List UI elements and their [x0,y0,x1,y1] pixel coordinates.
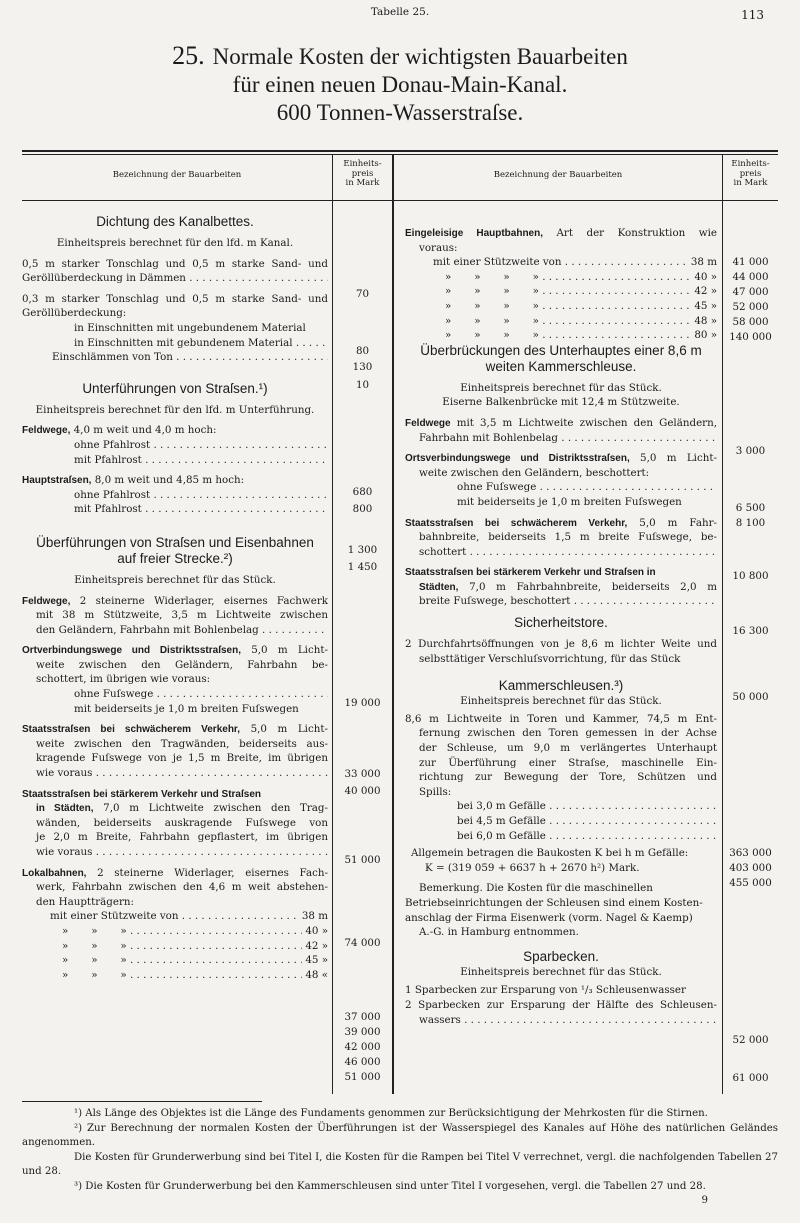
row-text: wie voraus . . . [22,845,328,860]
row-text: 0,3 m starker Tonschlag und 0,5 m starke Sand- und [22,292,328,305]
section-unterfuehrungen-title: Unterführungen von Straſsen.¹) [82,380,268,396]
row-text: der Schleuse, um 9,0 m verlängertes Unterhaupt [419,742,717,755]
section-kammerschleusen-title: Kammerschleusen.³) [498,678,624,694]
document-title [0,42,800,127]
price-cell: 19 000 [344,697,381,709]
section-subtitle: Einheitspreis berechnet für den lfd. m Unterführung. [35,403,315,416]
row-text: schottert . . . [405,545,717,560]
row-text: » » » . . . 42 » [22,939,328,954]
row-text: weite zwischen den Geländern, Fahrbahn be- [36,658,328,671]
footnote-rule [22,1101,262,1102]
row-text: » » » » . . . 42 » [405,284,717,299]
price-cell: 1 300 [347,544,378,556]
remark-text: A.-G. in Hamburg entnommen. [419,926,579,939]
section-sparbecken-title: Sparbecken. [523,948,599,964]
row-text: mit beiderseits je 1,0 m breiten Fuſswegen [457,495,682,508]
price-cell: 363 000 [729,847,772,859]
header-desc-left: Bezeichnung der Bauarbeiten [112,170,242,180]
row-text: in Städten, 7,0 m Lichtweite zwischen den Trag- [36,802,328,815]
price-cell: 41 000 [732,256,769,268]
row-text: mit Pfahlrost . . . [22,453,328,468]
row-text: Staatsstraſsen bei schwächerem Verkehr, 5,0 m Licht- [22,723,328,736]
section-subtitle: Einheitspreis berechnet für das Stück. [460,695,662,708]
price-cell: 403 000 [729,862,772,874]
row-text: Lokalbahnen, 2 steinerne Widerlager, eisernes Fach- [22,866,328,879]
left-column [22,214,328,982]
row-text: ohne Fuſswege . . . [22,687,328,702]
signature-mark: 9 [701,1195,708,1206]
row-text: 2 Sparbecken zur Ersparung der Hälfte des Schleusen- [405,998,717,1011]
row-text: Feldwege, 4,0 m weit und 4,0 m hoch: [22,424,217,437]
running-title: Tabelle 25. [370,6,430,18]
row-text: den Geländern, Fahrbahn mit Bohlenbelag . . . [22,623,328,638]
remark-text: Betriebseinrichtungen der Schleusen sind einem Kosten- [405,896,703,909]
right-price-sparbecken [723,1003,778,1099]
col-divider-2-ext [392,1000,394,1094]
row-text: bei 6,0 m Gefälle . . . [405,829,717,844]
price-cell: 44 000 [732,271,769,283]
row-text: weite zwischen den Geländern, beschottert: [419,466,650,479]
section-sicherheitstore-title: Sicherheitstore. [514,615,608,631]
price-cell: 455 000 [729,877,772,889]
price-cell: 40 000 [344,785,381,797]
price-cell: 50 000 [732,691,769,703]
title-line-1: Normale Kosten der wichtigsten Bauarbeiten [212,44,628,69]
row-text: wänden, beiderseits auskragende Fuſswege von [36,816,328,829]
table-top-rule-inner [22,154,778,155]
title-line-3: 600 Tonnen-Wasserstraſse. [276,100,524,125]
row-text: » » » » . . . 40 » [405,270,717,285]
row-text: 8,6 m Lichtweite in Toren und Kammer, 74,5 m Ent- [405,712,717,725]
formula: K = (319 059 + 6637 h + 2670 h²) Mark. [425,861,640,874]
row-text: » » » . . . 40 » [22,924,328,939]
price-cell: 3 000 [735,445,766,457]
row-text: mit einer Stützweite von . . . 38 m [405,255,717,270]
section-subtitle: Einheitspreis berechnet für den lfd. m Kanal. [56,237,294,249]
table-header-rule [22,200,778,201]
section-subtitle: Einheitspreis berechnet für das Stück. [460,965,662,978]
row-text: Geröllüberdeckung: [22,307,127,320]
price-cell: 1 450 [347,561,378,573]
row-text: ohne Fuſswege . . . [405,480,717,495]
row-text: zur Überführung einer Straſse, maschinelle Ein- [419,756,717,769]
section-title-line: auf freier Strecke.²) [117,550,233,566]
row-text: Staatsstraſsen bei stärkerem Verkehr und Straſsen [22,788,262,800]
row-text: 1 Sparbecken zur Ersparung von ¹/₃ Schleusenwasser [405,984,686,997]
price-cell: 130 [352,361,373,373]
header-desc-right: Bezeichnung der Bauarbeiten [493,170,623,180]
row-text: mit beiderseits je 1,0 m breiten Fuſswegen [74,702,299,715]
row-text: Ortsverbindungswege und Distriktsstraſsen, 5,0 m Licht- [405,452,717,465]
row-text: Eingeleisige Hauptbahnen, Art der Konstruktion wie [405,227,717,239]
price-cell: 47 000 [732,286,769,298]
row-text: » » » . . . 45 » [22,953,328,968]
row-text: » » » » . . . 45 » [405,299,717,314]
row-text: Geröllüberdeckung in Dämmen . . . [22,271,328,286]
row-text: je 2,0 m Breite, Fahrbahn gepflastert, im übrigen [36,831,328,844]
row-text: 0,5 m starker Tonschlag und 0,5 m starke Sand- und [22,257,328,270]
running-header [0,6,800,22]
row-text: mit einer Stützweite von . . . 38 m [22,909,328,924]
left-price-column [333,0,392,1000]
row-text: » » » » . . . 48 » [405,314,717,329]
right-column [405,226,717,1027]
row-text: schottert, im übrigen wie voraus: [36,673,211,686]
row-text: wie voraus . . . [22,766,328,781]
row-text: ohne Pfahlrost . . . [22,438,328,453]
price-cell: 80 [355,345,370,357]
footnotes [22,1107,778,1208]
footnote-1: ¹) Als Länge des Objektes ist die Länge des Fundaments genommen zur Berücksichtigung der Mehrkosten für die Stirnen. [74,1108,708,1119]
price-cell: 58 000 [732,316,769,328]
price-cell: 52 000 [732,1034,769,1046]
row-text: breite Fuſswege, beschottert . . . [405,594,717,609]
remark-text: Bemerkung. Die Kosten für die maschinellen [419,882,653,895]
price-cell: 10 800 [732,570,769,582]
row-text: werk, Fahrbahn zwischen den 4,6 m weit abstehen- [36,881,328,894]
row-text: Spills: [419,785,452,798]
row-text: bahnbreite, beiderseits 1,5 m breite Fuſswege, be- [419,531,717,544]
price-cell: 74 000 [344,937,381,949]
row-text: selbsttätiger Verschluſsvorrichtung, für das Stück [419,652,681,665]
footnote-3: ³) Die Kosten für Grunderwerbung bei den Kammerschleusen sind unter Titel I vorgesehen, vergl. die Tabellen 27 und 28. [74,1180,706,1192]
section-subtitle: Eiserne Balkenbrücke mit 12,4 m Stützweite. [442,396,680,409]
row-text: mit Pfahlrost . . . [22,502,328,517]
row-text: Einschlämmen von Ton . . . [22,350,328,365]
footnote-2b: Die Kosten für Grunderwerbung sind bei Titel I, die Kosten für die Rampen bei Titel V verrechnet, vergl. die nachfolgenden Tabellen 27 und 28. [22,1151,778,1177]
row-text: wassers . . . [405,1013,717,1028]
row-text: ohne Pfahlrost . . . [22,488,328,503]
row-text: weite zwischen den Tragwänden, beiderseits aus- [36,737,328,750]
price-cell: 37 000 [344,1011,381,1023]
price-cell: 51 000 [344,854,381,866]
row-text: Hauptstraſsen, 8,0 m weit und 4,85 m hoch: [22,474,245,487]
price-cell: 140 000 [729,331,772,343]
price-cell: 680 [352,486,373,498]
row-text: den Hauptträgern: [36,895,134,908]
row-text: voraus: [419,241,458,254]
row-text: in Einschnitten mit gebundenem Material . . . [22,336,328,351]
row-text: » » » . . . 48 « [22,968,328,983]
section-title-line: weiten Kammerschleuse. [485,358,637,374]
row-text: bei 3,0 m Gefälle . . . [405,799,717,814]
page-number: 113 [741,8,764,22]
row-text: Feldwege, 2 steinerne Widerlager, eisernes Fachwerk [22,594,328,607]
row-text: mit 38 m Stützweite, 3,5 m Lichtweite zwischen [36,609,328,622]
price-cell: 8 100 [735,517,766,529]
price-cell: 70 [355,288,370,300]
row-text: Ortverbindungswege und Distriktsstraſsen, 5,0 m Licht- [22,644,328,657]
row-text: » » » » . . . 80 » [405,328,717,343]
row-text: Feldwege mit 3,5 m Lichtweite zwischen den Geländern, [405,416,717,429]
price-cell: 33 000 [344,768,381,780]
table-number: 25. [172,41,205,70]
price-cell: 39 000 [344,1026,381,1038]
section-subtitle: Einheitspreis berechnet für das Stück. [460,381,662,394]
formula-intro: Allgemein betragen die Baukosten K bei h m Gefälle: [411,847,689,860]
row-text: 2 Durchfahrtsöffnungen von je 8,6 m lichter Weite und [405,638,717,651]
section-ueberbrueckungen-title: Überbrückungen des Unterhauptes einer 8,6 m [420,342,702,358]
row-text: bei 4,5 m Gefälle . . . [405,814,717,829]
price-cell: 16 300 [732,625,769,637]
row-text: Staatsstraſsen bei stärkerem Verkehr und Straſsen in [405,567,656,579]
section-ueberfuehrungen-title: Überführungen von Straſsen und Eisenbahnen [36,534,314,550]
footnote-2: ²) Zur Berechnung der normalen Kosten der Überführungen ist der Wasserspiegel des Kanales auf Höhe des natürlichen Geländes angenommen. [22,1122,778,1148]
section-dichtung-title: Dichtung des Kanalbettes. [96,214,254,229]
remark-text: anschlag der Firma Eisenwerk (vorm. Nagel & Kaemp) [405,911,693,924]
price-cell: 42 000 [344,1041,381,1053]
row-text: in Einschnitten mit ungebundenem Material [74,321,306,334]
row-text: Städten, 7,0 m Fahrbahnbreite, beiderseits 2,0 m [419,580,717,593]
row-text: Staatsstraſsen bei schwächerem Verkehr, 5,0 m Fahr- [405,516,717,529]
title-line-2: für einen neuen Donau-Main-Kanal. [232,72,568,97]
price-cell: 52 000 [732,301,769,313]
right-price-column [723,0,778,1010]
table-top-rule [22,150,778,152]
price-cell: 51 000 [344,1071,381,1083]
price-cell: 6 500 [735,502,766,514]
header-price-right: Einheits- preis in Mark [731,159,770,188]
col-divider-2 [392,154,394,1011]
price-cell: 10 [355,379,370,391]
left-price-lokalbahnen [333,1003,392,1099]
row-text: richtung zur Bewegung der Tore, Schützen und [419,771,717,784]
price-cell: 61 000 [732,1072,769,1084]
row-text: Fahrbahn mit Bohlenbelag . . . [405,431,717,446]
header-price-left: Einheits- preis in Mark [343,159,382,188]
section-subtitle: Einheitspreis berechnet für das Stück. [74,573,276,586]
row-text: kragende Fuſswege von je 1,5 m Breite, im übrigen [36,752,328,765]
price-cell: 46 000 [344,1056,381,1068]
row-text: fernung zwischen den Toren gemessen in der Achse [419,727,717,740]
price-cell: 800 [352,503,373,515]
